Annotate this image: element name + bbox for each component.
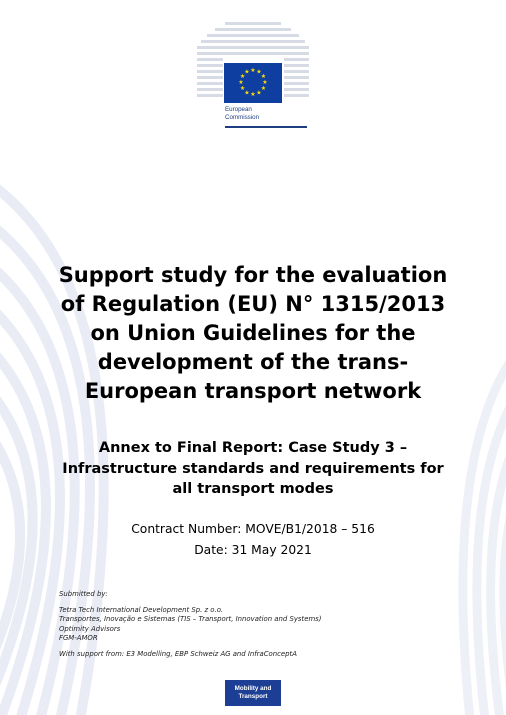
- eu-stars-icon: [224, 63, 282, 103]
- submitted-heading: Submitted by:: [59, 590, 108, 598]
- mobility-transport-badge: [225, 680, 281, 706]
- svg-text:★: ★: [250, 91, 256, 98]
- european-commission-logo: [197, 20, 309, 121]
- submitter-tetra-tech: Tetra Tech International Development Sp. z o.o.: [59, 605, 224, 614]
- eu-flag-icon: [224, 63, 282, 103]
- svg-text:★: ★: [260, 85, 267, 92]
- submitter-optimity: Optimity Advisors: [59, 624, 121, 633]
- document-title: Support study for the evaluation of Regulation (EU) N° 1315/2013 on Union Guidelines for the development of the trans-European transport network: [58, 263, 448, 403]
- svg-text:★: ★: [239, 85, 246, 92]
- logo-line-1: European: [225, 106, 252, 113]
- document-subtitle: Annex to Final Report: Case Study 3 – Infrastructure standards and requirements for all transport modes: [62, 440, 444, 497]
- svg-text:★: ★: [244, 89, 250, 97]
- svg-text:★: ★: [244, 68, 250, 76]
- svg-text:★: ★: [262, 79, 268, 86]
- svg-text:★: ★: [256, 89, 262, 97]
- svg-text:★: ★: [239, 73, 246, 80]
- submitter-tis: Transportes, Inovação e Sistemas (TIS – Transport, Innovation and Systems): [59, 615, 322, 624]
- logo-line-2: Commission: [225, 114, 260, 121]
- contract-number: Contract Number: MOVE/B1/2018 – 516: [131, 522, 375, 536]
- support-line: With support from: E3 Modelling, EBP Schweiz AG and InfraConceptA: [59, 649, 297, 658]
- logo-organisation-name: [225, 106, 305, 122]
- badge-line-2: Transport: [238, 693, 268, 700]
- svg-text:★: ★: [250, 67, 256, 74]
- submitted-by-block: [59, 590, 439, 660]
- badge-line-1: Mobility and: [234, 685, 272, 692]
- document-date: Date: 31 May 2021: [194, 543, 312, 557]
- svg-text:★: ★: [238, 79, 244, 86]
- submitter-fgm-amor: FGM-AMOR: [59, 634, 98, 643]
- svg-text:★: ★: [260, 73, 267, 80]
- svg-text:★: ★: [256, 68, 262, 76]
- logo-underline: [225, 126, 307, 128]
